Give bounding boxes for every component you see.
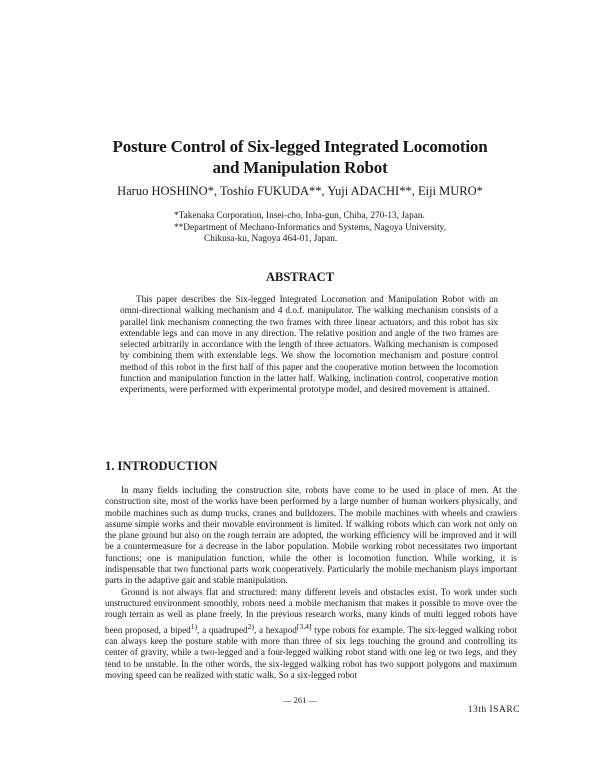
citation: [3,4] bbox=[296, 621, 312, 631]
intro-paragraph: In many fields including the construction site, robots have come to be used in place of men. At the construction site, most of the works have been performed by a large number of human workers physically, and mobile machines such as dump trucks, cranes and bulldozers. The mobile machines with wheels and crawlers assume simple works and their movable environment is limited. If walking robots which can work not only on the plane ground but also on the rough terrain are adopted, the working efficiency will be improved and it will be a countermeasure for a decrease in the labor population. Mobile working robot necessitates two important functions; one is manipulation function, while the other is locomotion function. While working, it is indispensable that two functional parts work cooperatively. Particularly the mobile mechanism plays important parts in the adaptive gait and stable manipulation. bbox=[105, 485, 517, 586]
section-heading: 1. INTRODUCTION bbox=[105, 459, 218, 473]
conference-label: 13th ISARC bbox=[467, 705, 520, 715]
abstract-heading: ABSTRACT bbox=[265, 270, 335, 284]
page-number: — 261 — bbox=[283, 695, 317, 705]
title-line-1: Posture Control of Six-legged Integrated Locomotion bbox=[112, 137, 488, 156]
abstract-body bbox=[120, 294, 498, 396]
author-list: Haruo HOSHINO*, Toshio FUKUDA**, Yuji ADACHI**, Eiji MURO* bbox=[117, 184, 483, 198]
citation: 2) bbox=[247, 621, 255, 631]
affiliation-line: **Department of Mechano-Informatics and Systems, Nagoya University, bbox=[174, 222, 447, 233]
intro-text: , a quadruped bbox=[197, 624, 248, 635]
intro-text: , a hexapod bbox=[254, 624, 297, 635]
intro-text: type robots for example. The six-legged walking robot can always keep the posture stable with more than three of six legs touching the ground and controlling its center of gravity, while a two-legged and a four-legged walking robot stand with one leg or two legs, and they tend to be unstable. In the other words, the six-legged walking robot has two support polygons and maximum moving speed can be realized with static walk. So a six-legged robot bbox=[105, 624, 518, 680]
introduction-body bbox=[105, 485, 517, 681]
affiliation-line: *Takenaka Corporation, Insei-cho, Inba-gun, Chiba, 270-13, Japan. bbox=[174, 211, 425, 221]
abstract-paragraph: This paper describes the Six-legged Integrated Locomotion and Manipulation Robot with an omni-directional walking mechanism and 4 d.o.f. manipulator. The walking mechanism consists of a parallel link mechanism connecting the two frames with three linear actuators, and this robot has six extendable legs and can move in any direction. The relative position and angle of the two frames are selected arbitrarily in accordance with the length of three actuators. Walking mechanism is composed by combining them with extendable legs. We show the locomotion mechanism and posture control method of this robot in the first half of this paper and the cooperative motion between the locomotion function and manipulation function in the latter half. Walking, inclination control, cooperative motion experiments, were performed with experimental prototype model, and desired movement is attained. bbox=[120, 294, 498, 395]
paper-title bbox=[60, 136, 540, 178]
affiliation-line: Chikusa-ku, Nagoya 464-01, Japan. bbox=[204, 234, 338, 244]
citation: 1) bbox=[190, 621, 198, 631]
affiliations bbox=[174, 211, 554, 246]
title-line-2: and Manipulation Robot bbox=[212, 158, 388, 177]
intro-paragraph bbox=[105, 587, 517, 681]
intro-text: Ground is not always flat and structured: many different levels and obstacles exist. To work under such unstructured environment smoothly, robots need a mobile mechanism that makes it possible to move over the rough terrain as well as plane freely. In the previous research works, many kinds of multi legged robots have been proposed, a biped bbox=[105, 586, 517, 635]
